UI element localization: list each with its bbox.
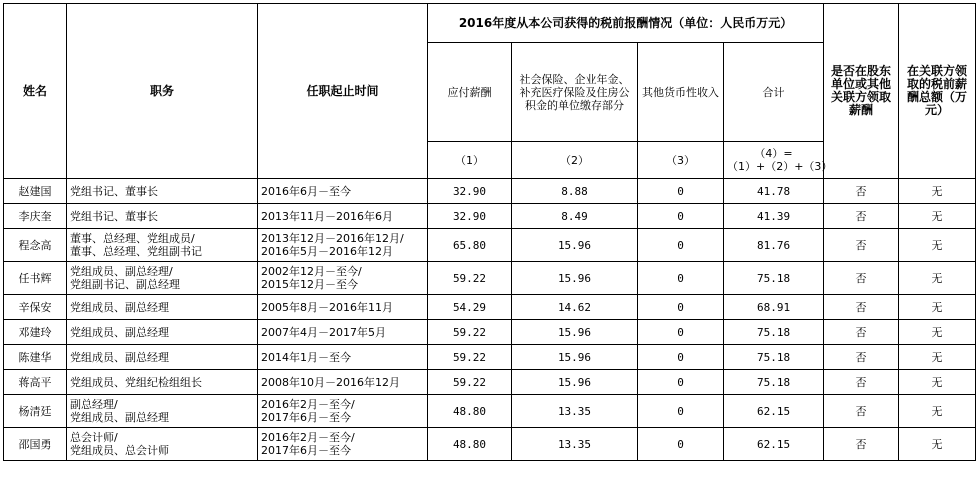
cell-related: 无 <box>899 179 976 204</box>
table-row <box>4 179 976 204</box>
cell-total: 75.18 <box>724 320 824 345</box>
cell-other: 0 <box>638 179 724 204</box>
cell-name: 任书辉 <box>4 262 67 295</box>
cell-other: 0 <box>638 229 724 262</box>
cell-term: 2005年8月－2016年11月 <box>258 295 428 320</box>
cell-total: 68.91 <box>724 295 824 320</box>
table-row <box>4 395 976 428</box>
cell-related: 无 <box>899 204 976 229</box>
header-num-3: （3） <box>638 142 724 179</box>
header-related: 在关联方领取的税前薪酬总额（万元） <box>899 4 976 179</box>
cell-position: 总会计师/ 党组成员、总会计师 <box>67 428 258 461</box>
cell-shareholder: 否 <box>824 395 899 428</box>
cell-name: 陈建华 <box>4 345 67 370</box>
compensation-table <box>3 3 976 461</box>
cell-position: 党组成员、党组纪检组组长 <box>67 370 258 395</box>
cell-term: 2013年12月－2016年12月/ 2016年5月－2016年12月 <box>258 229 428 262</box>
cell-term: 2014年1月－至今 <box>258 345 428 370</box>
header-shareholder: 是否在股东单位或其他关联方领取薪酬 <box>824 4 899 179</box>
cell-related: 无 <box>899 370 976 395</box>
cell-payable: 59.22 <box>428 262 512 295</box>
cell-payable: 32.90 <box>428 179 512 204</box>
cell-total: 41.39 <box>724 204 824 229</box>
cell-social: 13.35 <box>512 395 638 428</box>
cell-payable: 32.90 <box>428 204 512 229</box>
cell-social: 15.96 <box>512 370 638 395</box>
cell-shareholder: 否 <box>824 229 899 262</box>
cell-other: 0 <box>638 395 724 428</box>
table-row <box>4 204 976 229</box>
header-num-1: （1） <box>428 142 512 179</box>
cell-related: 无 <box>899 229 976 262</box>
cell-social: 15.96 <box>512 262 638 295</box>
cell-payable: 65.80 <box>428 229 512 262</box>
cell-total: 41.78 <box>724 179 824 204</box>
header-term: 任职起止时间 <box>258 4 428 179</box>
cell-payable: 59.22 <box>428 345 512 370</box>
cell-name: 赵建国 <box>4 179 67 204</box>
cell-position: 党组书记、董事长 <box>67 204 258 229</box>
cell-shareholder: 否 <box>824 204 899 229</box>
cell-social: 13.35 <box>512 428 638 461</box>
cell-other: 0 <box>638 370 724 395</box>
cell-other: 0 <box>638 262 724 295</box>
cell-social: 14.62 <box>512 295 638 320</box>
cell-related: 无 <box>899 345 976 370</box>
cell-shareholder: 否 <box>824 320 899 345</box>
cell-shareholder: 否 <box>824 179 899 204</box>
cell-related: 无 <box>899 295 976 320</box>
header-social: 社会保险、企业年金、补充医疗保险及住房公积金的单位缴存部分 <box>512 43 638 142</box>
cell-shareholder: 否 <box>824 370 899 395</box>
cell-payable: 48.80 <box>428 428 512 461</box>
header-other: 其他货币性收入 <box>638 43 724 142</box>
cell-shareholder: 否 <box>824 295 899 320</box>
cell-social: 8.88 <box>512 179 638 204</box>
cell-position: 党组成员、副总经理/ 党组副书记、副总经理 <box>67 262 258 295</box>
cell-other: 0 <box>638 428 724 461</box>
cell-position: 党组书记、董事长 <box>67 179 258 204</box>
cell-shareholder: 否 <box>824 262 899 295</box>
header-payable: 应付薪酬 <box>428 43 512 142</box>
table-row <box>4 428 976 461</box>
header-total: 合计 <box>724 43 824 142</box>
cell-term: 2002年12月－至今/ 2015年12月－至今 <box>258 262 428 295</box>
cell-social: 15.96 <box>512 320 638 345</box>
cell-term: 2016年6月－至今 <box>258 179 428 204</box>
cell-total: 75.18 <box>724 370 824 395</box>
header-num-2: （2） <box>512 142 638 179</box>
cell-name: 邓建玲 <box>4 320 67 345</box>
header-num-4: （4）=（1）+（2）+（3） <box>724 142 824 179</box>
cell-total: 75.18 <box>724 345 824 370</box>
table-row <box>4 229 976 262</box>
cell-term: 2013年11月－2016年6月 <box>258 204 428 229</box>
cell-name: 邵国勇 <box>4 428 67 461</box>
cell-position: 党组成员、副总经理 <box>67 295 258 320</box>
table-row <box>4 320 976 345</box>
cell-related: 无 <box>899 262 976 295</box>
cell-shareholder: 否 <box>824 428 899 461</box>
cell-related: 无 <box>899 395 976 428</box>
table-row <box>4 295 976 320</box>
cell-term: 2008年10月－2016年12月 <box>258 370 428 395</box>
table-row <box>4 345 976 370</box>
cell-total: 62.15 <box>724 395 824 428</box>
cell-term: 2016年2月－至今/ 2017年6月－至今 <box>258 395 428 428</box>
cell-social: 15.96 <box>512 345 638 370</box>
cell-name: 杨清廷 <box>4 395 67 428</box>
cell-name: 辛保安 <box>4 295 67 320</box>
cell-other: 0 <box>638 204 724 229</box>
table-row <box>4 262 976 295</box>
cell-term: 2016年2月－至今/ 2017年6月－至今 <box>258 428 428 461</box>
cell-social: 15.96 <box>512 229 638 262</box>
cell-payable: 48.80 <box>428 395 512 428</box>
cell-name: 蒋高平 <box>4 370 67 395</box>
cell-related: 无 <box>899 428 976 461</box>
cell-name: 李庆奎 <box>4 204 67 229</box>
cell-payable: 59.22 <box>428 320 512 345</box>
cell-name: 程念高 <box>4 229 67 262</box>
cell-total: 75.18 <box>724 262 824 295</box>
header-name: 姓名 <box>4 4 67 179</box>
cell-position: 董事、总经理、党组成员/ 董事、总经理、党组副书记 <box>67 229 258 262</box>
header-position: 职务 <box>67 4 258 179</box>
header-group-title: 2016年度从本公司获得的税前报酬情况（单位：人民币万元） <box>428 4 824 43</box>
cell-position: 党组成员、副总经理 <box>67 345 258 370</box>
cell-payable: 59.22 <box>428 370 512 395</box>
cell-position: 党组成员、副总经理 <box>67 320 258 345</box>
table-row <box>4 370 976 395</box>
cell-total: 81.76 <box>724 229 824 262</box>
cell-other: 0 <box>638 295 724 320</box>
cell-shareholder: 否 <box>824 345 899 370</box>
cell-total: 62.15 <box>724 428 824 461</box>
cell-other: 0 <box>638 320 724 345</box>
cell-related: 无 <box>899 320 976 345</box>
cell-social: 8.49 <box>512 204 638 229</box>
cell-position: 副总经理/ 党组成员、副总经理 <box>67 395 258 428</box>
cell-term: 2007年4月－2017年5月 <box>258 320 428 345</box>
cell-payable: 54.29 <box>428 295 512 320</box>
cell-other: 0 <box>638 345 724 370</box>
